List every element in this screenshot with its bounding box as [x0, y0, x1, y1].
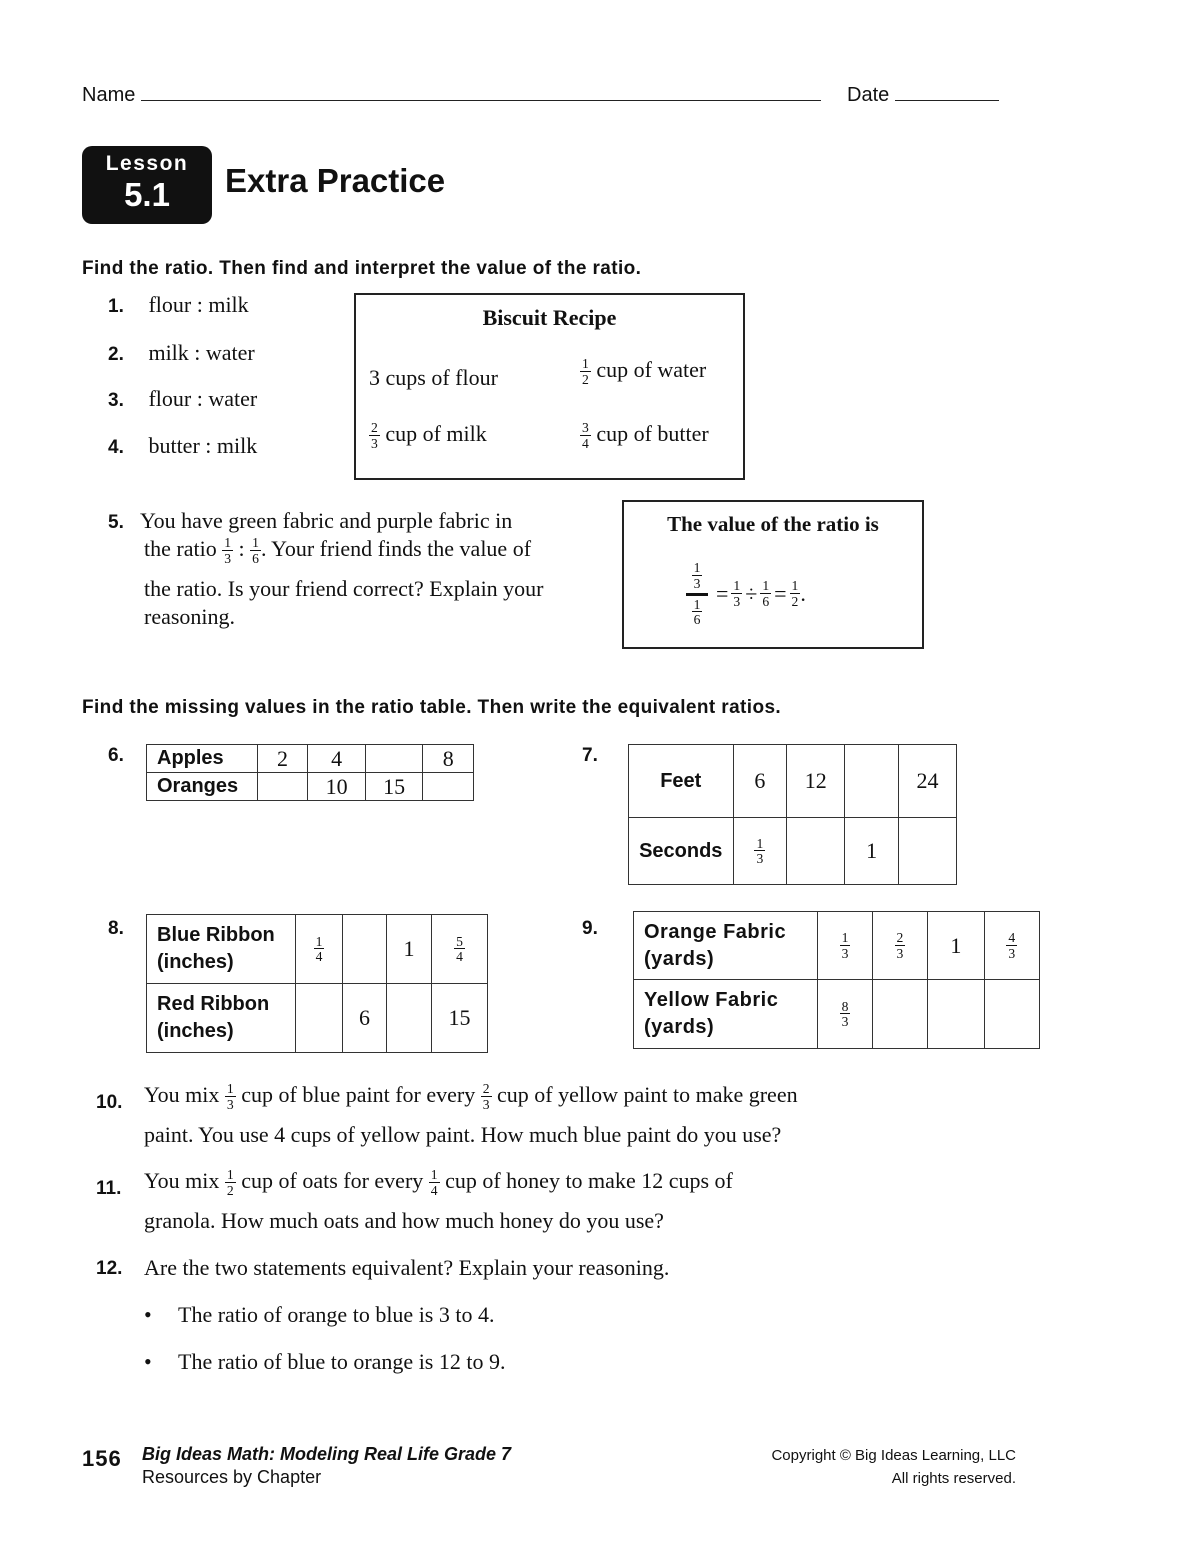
table-cell: 2 — [257, 745, 308, 773]
recipe-milk: $\frac{2}{3}$ cup of milk — [371, 420, 487, 451]
q5-line1: You have green fabric and purple fabric in — [140, 508, 513, 533]
ratio-table-7 — [628, 744, 957, 885]
table-cell: 12 — [787, 745, 845, 818]
table-cell: 6 — [733, 745, 787, 818]
table-row — [629, 818, 957, 885]
list-item: • The ratio of orange to blue is 3 to 4. — [144, 1302, 495, 1327]
table-cell[interactable] — [296, 984, 343, 1053]
table-row — [147, 984, 488, 1053]
footer-book-title: Big Ideas Math: Modeling Real Life Grade 7 — [142, 1444, 512, 1464]
bullet: • — [144, 1302, 152, 1327]
question-number: 10. — [96, 1092, 123, 1113]
table-cell[interactable] — [899, 818, 957, 885]
fraction: $\frac{1}{3}$ — [224, 535, 232, 566]
item-text: butter : milk — [148, 433, 258, 458]
table-cell[interactable] — [984, 980, 1039, 1049]
table-cell[interactable] — [257, 773, 308, 801]
ratio-table-6 — [146, 744, 474, 801]
question-number: 9. — [582, 918, 598, 939]
q10-line2: paint. You use 4 cups of yellow paint. How much blue paint do you use? — [144, 1122, 782, 1147]
table-row — [634, 912, 1040, 980]
fraction: $\frac{1}{2}$ — [791, 578, 799, 609]
q11-line1: You mix $\frac{1}{2}$ cup of oats for every $\frac{1}{4}$ cup of honey to make 12 cups of — [144, 1167, 733, 1198]
lesson-number: 5.1 — [124, 176, 170, 213]
row-label: Blue Ribbon (inches) — [147, 915, 296, 984]
q12-text: Are the two statements equivalent? Explain your reasoning. — [144, 1255, 670, 1280]
table-cell[interactable] — [387, 984, 432, 1053]
date-field — [847, 84, 999, 107]
item-number: 1. — [108, 296, 124, 317]
question-number: 5. — [108, 512, 124, 533]
table-cell: $\frac{1}{4}$ — [296, 915, 343, 984]
table-cell: 6 — [343, 984, 387, 1053]
footer-subtitle: Resources by Chapter — [142, 1467, 322, 1487]
table-cell: 1 — [845, 818, 899, 885]
row-label: Orange Fabric (yards) — [634, 912, 818, 980]
footer-rights: All rights reserved. — [891, 1470, 1016, 1487]
table-cell: $\frac{1}{3}$ — [818, 912, 872, 980]
item-number: 4. — [108, 437, 124, 458]
q5-line4: reasoning. — [144, 604, 236, 629]
item-text: flour : milk — [148, 292, 249, 317]
fraction: $\frac{1}{2}$ — [226, 1167, 234, 1198]
lesson-badge — [82, 146, 212, 224]
question-number: 12. — [96, 1258, 123, 1279]
fraction: $\frac{1}{6}$ — [762, 578, 770, 609]
recipe-box — [354, 293, 745, 480]
list-item — [108, 386, 257, 412]
table-cell: $\frac{1}{3}$ — [733, 818, 787, 885]
fraction: $\frac{1}{6}$ — [252, 535, 259, 566]
section1-instruction: Find the ratio. Then find and interpret the value of the ratio. — [82, 258, 642, 279]
lesson-word: Lesson — [105, 152, 189, 175]
name-field — [82, 84, 821, 107]
question-number: 6. — [108, 745, 124, 766]
table-row — [147, 915, 488, 984]
table-cell: $\frac{5}{4}$ — [432, 915, 488, 984]
page-title: Extra Practice — [225, 162, 446, 199]
table-cell: 1 — [387, 915, 432, 984]
table-row — [634, 980, 1040, 1049]
bullet: • — [144, 1349, 152, 1374]
table-cell: 15 — [365, 773, 423, 801]
table-cell[interactable] — [423, 773, 474, 801]
recipe-water: $\frac{1}{2}$ cup of water — [582, 356, 707, 387]
section2-instruction: Find the missing values in the ratio table. Then write the equivalent ratios. — [82, 697, 782, 718]
list-item — [108, 292, 249, 318]
fraction: $\frac{2}{3}$ — [482, 1081, 490, 1112]
table-cell[interactable] — [787, 818, 845, 885]
row-label: Apples — [147, 745, 258, 773]
recipe-butter: $\frac{3}{4}$ cup of butter — [582, 420, 709, 451]
item-number: 2. — [108, 344, 124, 365]
table-cell: $\frac{8}{3}$ — [818, 980, 872, 1049]
table-cell[interactable] — [343, 915, 387, 984]
ratio-value-box — [622, 500, 924, 649]
table-cell: 15 — [432, 984, 488, 1053]
table-row — [147, 773, 474, 801]
q5-line2: the ratio $\frac{1}{3}$ : $\frac{1}{6}$ . Your friend finds the value of — [144, 535, 532, 566]
table-row — [147, 745, 474, 773]
name-label: Name — [82, 84, 136, 106]
fraction: $\frac{1}{3}$ — [226, 1081, 234, 1112]
table-cell[interactable] — [845, 745, 899, 818]
list-item — [108, 340, 255, 366]
table-row — [629, 745, 957, 818]
footer-copyright: Copyright © Big Ideas Learning, LLC — [771, 1447, 1016, 1464]
table-cell: $\frac{2}{3}$ — [872, 912, 927, 980]
table-cell: 8 — [423, 745, 474, 773]
list-item — [108, 433, 257, 459]
recipe-flour: 3 cups of flour — [369, 365, 498, 390]
table-cell: 24 — [899, 745, 957, 818]
table-cell: 10 — [308, 773, 366, 801]
row-label: Seconds — [629, 818, 734, 885]
row-label: Yellow Fabric (yards) — [634, 980, 818, 1049]
question-number: 11. — [96, 1178, 122, 1199]
date-label: Date — [847, 84, 890, 106]
fraction: $\frac{3}{4}$ — [582, 420, 589, 451]
row-label: Feet — [629, 745, 734, 818]
q10-line1: You mix $\frac{1}{3}$ cup of blue paint for every $\frac{2}{3}$ cup of yellow paint to make green — [144, 1081, 798, 1112]
table-cell[interactable] — [872, 980, 927, 1049]
question-number: 7. — [582, 745, 598, 766]
table-cell[interactable] — [365, 745, 423, 773]
q5-line3: the ratio. Is your friend correct? Explain your — [144, 576, 544, 601]
item-text: flour : water — [148, 386, 258, 411]
page-number: 156 — [82, 1446, 122, 1471]
name-line[interactable] — [141, 99, 821, 101]
fraction: $\frac{1}{3}$ — [733, 578, 741, 609]
fraction: $\frac{1}{4}$ — [430, 1167, 438, 1198]
recipe-title: Biscuit Recipe — [482, 305, 617, 330]
question-number: 8. — [108, 918, 124, 939]
ratio-table-9 — [633, 911, 1040, 1049]
ratio-box-title: The value of the ratio is — [667, 512, 879, 536]
complex-fraction: $\frac{1}{3}$ $\frac{1}{6}$ — [686, 561, 708, 627]
table-cell[interactable] — [928, 980, 984, 1049]
list-item: • The ratio of blue to orange is 12 to 9. — [144, 1349, 506, 1374]
ratio-expression: $\frac{1}{3}$ $\frac{1}{6}$ = $\frac{1}{3}$ ÷ $\frac{1}{6}$ = $\frac{1}{2}$ . — [686, 548, 806, 640]
table-cell: 4 — [308, 745, 366, 773]
fraction: $\frac{2}{3}$ — [371, 420, 378, 451]
table-cell: 1 — [928, 912, 984, 980]
fraction: $\frac{1}{2}$ — [582, 356, 589, 387]
table-cell: $\frac{4}{3}$ — [984, 912, 1039, 980]
item-text: milk : water — [148, 340, 255, 365]
item-number: 3. — [108, 390, 124, 411]
ratio-table-8 — [146, 914, 488, 1053]
date-line[interactable] — [895, 99, 999, 101]
row-label: Red Ribbon (inches) — [147, 984, 296, 1053]
row-label: Oranges — [147, 773, 258, 801]
q11-line2: granola. How much oats and how much honey do you use? — [144, 1208, 664, 1233]
